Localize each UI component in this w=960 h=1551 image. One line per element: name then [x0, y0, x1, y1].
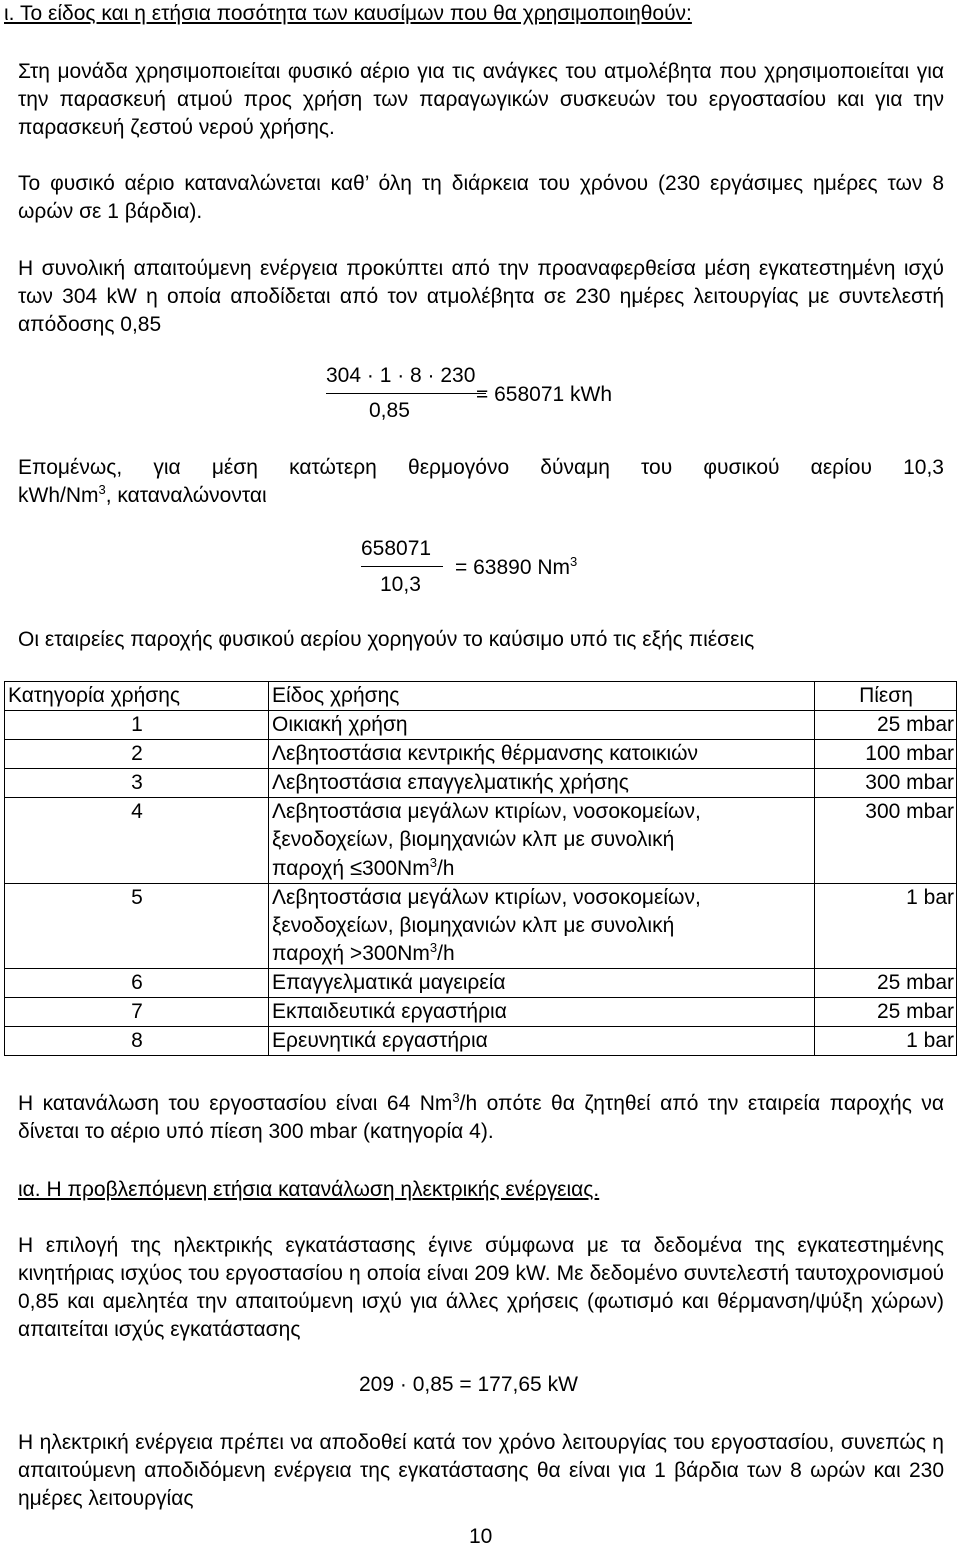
header-pressure: Πίεση [815, 682, 957, 711]
paragraph-heating-value [18, 454, 944, 510]
cell-use-type: Λεβητοστάσια κεντρικής θέρμανσης κατοικιών [269, 740, 815, 769]
cell-pressure: 25 mbar [815, 998, 957, 1027]
cell-category: 5 [5, 884, 269, 969]
formula-energy-fraction-bar [326, 393, 486, 394]
less-equal-symbol: ≤ [349, 855, 363, 880]
table-header-row [5, 682, 957, 711]
paragraph-electrical-installation: Η επιλογή της ηλεκτρικής εγκατάστασης έγινε σύμφωνα με τα δεδομένα της εγκατεστημένης κινητήριας ισχύος του εργοστασίου η οποία είναι 209 kW. Με δεδομένο συντελεστή ταυτοχρονισμού 0,85 και αμελητέα την απαιτούμενη ισχύ για άλλες χρήσεις (φωτισμό και θέρμανση/ψύξη χώρων) απαιτείται ισχύς εγκατάστασης [18, 1234, 944, 1341]
table-row [5, 740, 957, 769]
superscript: 3 [98, 482, 106, 497]
header-use-type: Είδος χρήσης [269, 682, 815, 711]
formula-energy-numerator: 304 · 1 · 8 · 230 [326, 364, 476, 387]
cell-use-type: Οικιακή χρήση [269, 711, 815, 740]
table-row [5, 769, 957, 798]
paragraph-factory-consumption [18, 1090, 944, 1146]
supply-prefix: παροχή [272, 857, 350, 880]
supply-limit [272, 942, 455, 965]
factory-consumption-rest: /h οπότε θα ζητηθεί από την εταιρεία παροχής να δίνεται το αέριο υπό πίεση 300 mbar (κατηγορία 4). [18, 1092, 944, 1143]
superscript: 3 [570, 554, 578, 569]
section-heading-i: ι. Το είδος και η ετήσια ποσότητα των καυσίμων που θα χρησιμοποιηθούν: [4, 2, 692, 25]
supply-value: 300Nm [362, 857, 430, 880]
cell-pressure: 1 bar [815, 884, 957, 969]
cell-pressure: 1 bar [815, 1027, 957, 1056]
pressure-table [4, 681, 957, 1056]
formula-volume-result-text: = 63890 Nm [455, 556, 570, 579]
header-category: Κατηγορία χρήσης [5, 682, 269, 711]
paragraph-pressure-intro: Οι εταιρείες παροχής φυσικού αερίου χορηγούν το καύσιμο υπό τις εξής πιέσεις [18, 628, 755, 651]
formula-volume-denominator: 10,3 [380, 573, 421, 596]
cell-use-type-text: Λεβητοστάσια μεγάλων κτιρίων, νοσοκομείων, ξενοδοχείων, βιομηχανιών κλπ με συνολική [272, 800, 701, 851]
page-number: 10 [469, 1525, 493, 1548]
cell-pressure: 300 mbar [815, 798, 957, 884]
cell-use-type [269, 798, 815, 884]
paragraph-total-energy: Η συνολική απαιτούμενη ενέργεια προκύπτει από την προαναφερθείσα μέση εγκατεστημένη ισχύ των 304 kW η οποία αποδίδεται από τον ατμολέβητα σε 230 ημέρες λειτουργίας με συντελεστή απόδοσης 0,85 [18, 257, 944, 336]
cell-pressure: 25 mbar [815, 711, 957, 740]
paragraph-heating-value-line2 [18, 482, 944, 510]
cell-use-type [269, 884, 815, 969]
formula-volume-fraction-bar [361, 566, 443, 567]
table-row [5, 884, 957, 969]
paragraph-consumption-period: Το φυσικό αέριο καταναλώνεται καθ’ όλη τη διάρκεια του χρόνου (230 εργάσιμες ημέρες των 8 ωρών σε 1 βάρδια). [18, 172, 944, 223]
cell-category: 8 [5, 1027, 269, 1056]
cell-use-type-text: Λεβητοστάσια μεγάλων κτιρίων, νοσοκομείων, ξενοδοχείων, βιομηχανιών κλπ με συνολική [272, 886, 701, 937]
cell-category: 4 [5, 798, 269, 884]
formula-energy-denominator: 0,85 [369, 399, 410, 422]
consumed-text: , καταναλώνονται [105, 484, 267, 507]
cell-use-type: Ερευνητικά εργαστήρια [269, 1027, 815, 1056]
cell-category: 1 [5, 711, 269, 740]
table-row [5, 969, 957, 998]
section-heading-ia: ια. Η προβλεπόμενη ετήσια κατανάλωση ηλεκτρικής ενέργειας. [18, 1178, 600, 1201]
supply-prefix: παροχή >300Nm [272, 942, 430, 965]
cell-pressure: 300 mbar [815, 769, 957, 798]
formula-volume-numerator: 658071 [361, 537, 432, 560]
cell-category: 2 [5, 740, 269, 769]
superscript: 3 [452, 1090, 460, 1105]
cell-category: 3 [5, 769, 269, 798]
unit-text: kWh/Nm [18, 484, 99, 507]
superscript: 3 [429, 940, 438, 955]
supply-suffix: /h [436, 857, 455, 880]
formula-energy-result: = 658071 kWh [476, 383, 613, 406]
superscript: 3 [429, 855, 437, 870]
paragraph-heating-value-line1: Επομένως, για μέση κατώτερη θερμογόνο δύναμη του φυσικού αερίου 10,3 [18, 456, 944, 479]
table-row [5, 998, 957, 1027]
cell-use-type: Εκπαιδευτικά εργαστήρια [269, 998, 815, 1027]
supply-limit [272, 857, 454, 880]
factory-consumption-text: Η κατανάλωση του εργοστασίου είναι 64 Nm [18, 1092, 453, 1115]
formula-volume-result [455, 556, 577, 580]
cell-pressure: 100 mbar [815, 740, 957, 769]
table-row [5, 711, 957, 740]
paragraph-electrical-energy: Η ηλεκτρική ενέργεια πρέπει να αποδοθεί κατά τον χρόνο λειτουργίας του εργοστασίου, συνεπώς η απαιτούμενη αποδιδόμενη ενέργεια της εγκατάστασης θα είναι για 1 βάρδια των 8 ωρών και 230 ημέρες λειτουργίας [18, 1431, 944, 1510]
supply-suffix: /h [437, 942, 455, 965]
cell-pressure: 25 mbar [815, 969, 957, 998]
formula-installed-power: 209 · 0,85 = 177,65 kW [359, 1373, 578, 1396]
cell-use-type: Λεβητοστάσια επαγγελματικής χρήσης [269, 769, 815, 798]
paragraph-fuel-use: Στη μονάδα χρησιμοποιείται φυσικό αέριο για τις ανάγκες του ατμολέβητα που χρησιμοποιείται για την παρασκευή ατμού προς χρήση των παραγωγικών συσκευών του εργοστασίου και για την παρασκευή ζεστού νερού χρήσης. [18, 60, 944, 139]
table-row [5, 1027, 957, 1056]
table-row [5, 798, 957, 884]
cell-category: 6 [5, 969, 269, 998]
cell-category: 7 [5, 998, 269, 1027]
cell-use-type: Επαγγελματικά μαγειρεία [269, 969, 815, 998]
